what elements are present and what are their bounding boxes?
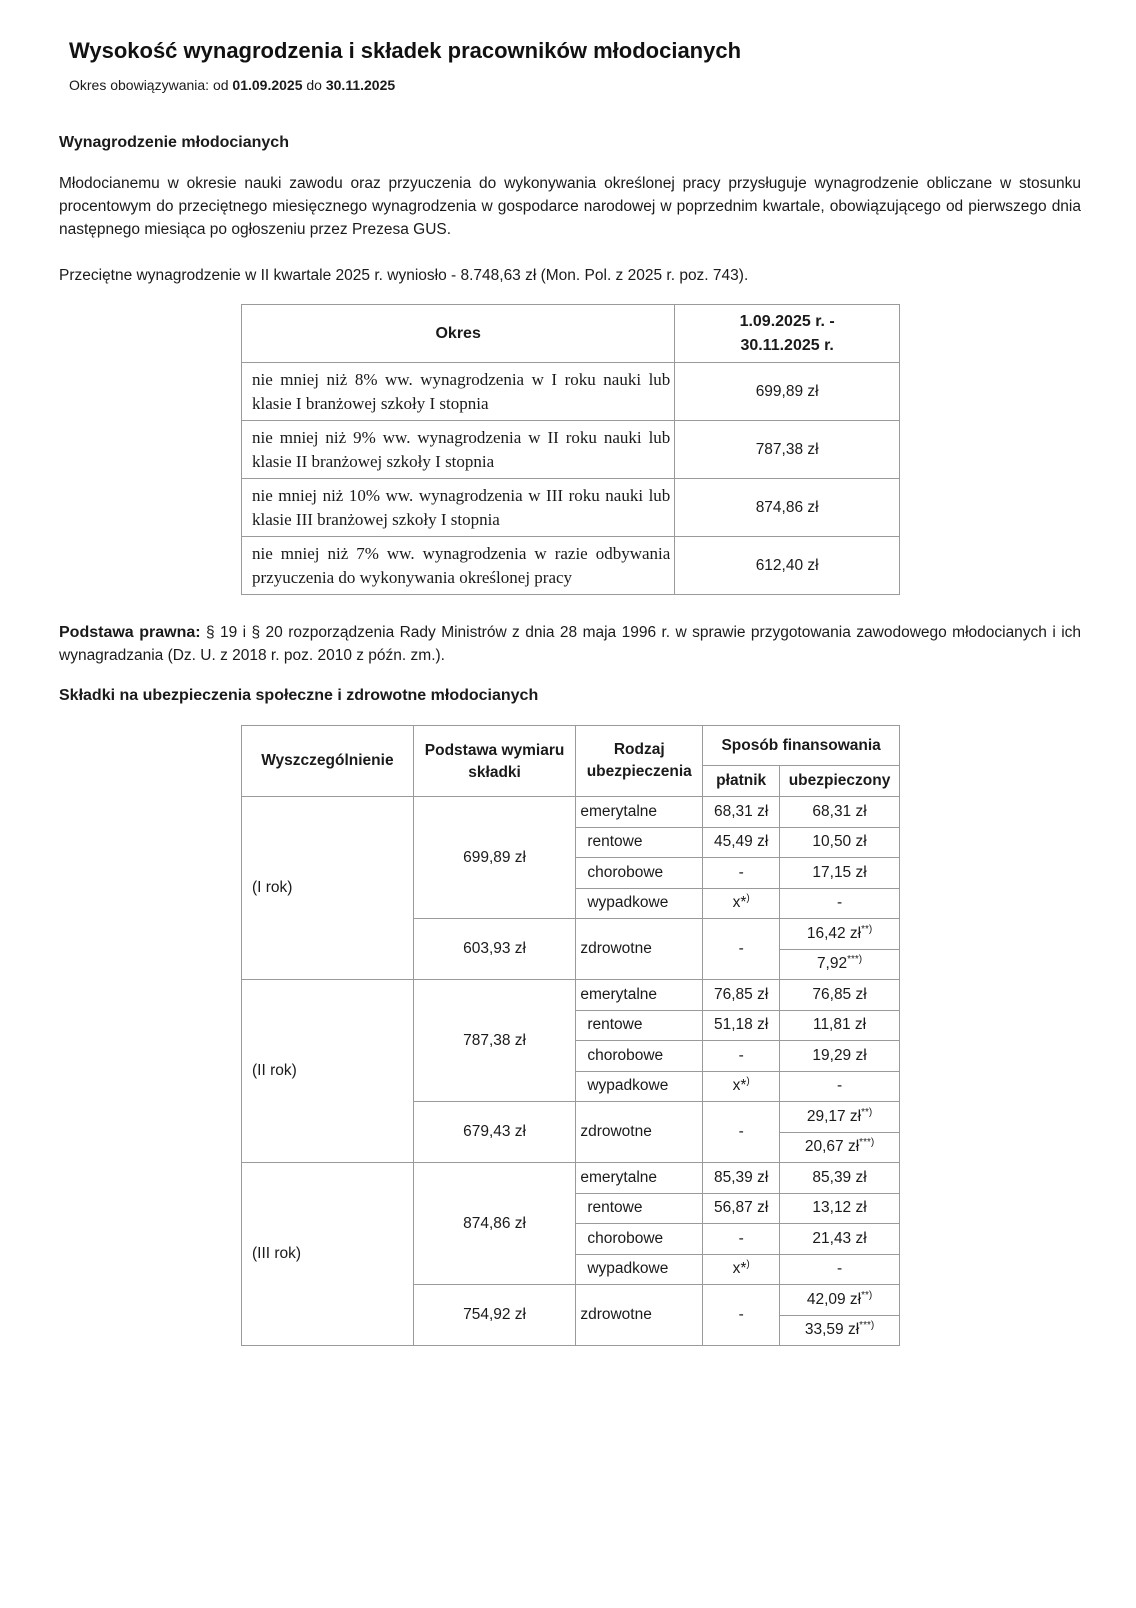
payer-value: - xyxy=(703,1102,780,1163)
insured-value: 10,50 zł xyxy=(780,827,900,858)
insured-value: 17,15 zł xyxy=(780,858,900,889)
payer-value: - xyxy=(703,919,780,980)
payer-value: 51,18 zł xyxy=(703,1010,780,1041)
insurance-sickness: chorobowe xyxy=(576,1041,703,1072)
insurance-sickness: chorobowe xyxy=(576,1224,703,1255)
page-title: Wysokość wynagrodzenia i składek pracowników młodocianych xyxy=(69,38,742,63)
insurance-health: zdrowotne xyxy=(576,1102,703,1163)
payer-value: - xyxy=(703,1224,780,1255)
health-base: 754,92 zł xyxy=(413,1285,576,1346)
footnote-mark: **) xyxy=(861,1106,873,1118)
insurance-sickness: chorobowe xyxy=(576,858,703,889)
health-insured-1: 42,09 zł xyxy=(806,1290,862,1308)
group-base: 787,38 zł xyxy=(413,980,576,1102)
table-row xyxy=(242,980,900,1011)
payer-value: 56,87 zł xyxy=(703,1193,780,1224)
footnote-mark: **) xyxy=(861,923,873,935)
legal-basis-label: Podstawa prawna: xyxy=(59,624,201,641)
table-row xyxy=(242,363,900,421)
insurance-accident: wypadkowe xyxy=(576,888,703,919)
header-period: Okres xyxy=(242,305,675,363)
payer-x: x* xyxy=(732,894,747,912)
contributions-header-row-1 xyxy=(242,726,900,766)
average-wage-paragraph: Przeciętne wynagrodzenie w II kwartale 2025 r. wyniosło - 8.748,63 zł (Mon. Pol. z 2025 r. poz. 743). xyxy=(59,267,749,284)
insured-value: - xyxy=(780,1071,900,1102)
legal-basis-text: § 19 i § 20 rozporządzenia Rady Ministrów z dnia 28 maja 1996 r. w sprawie przygotowania zawodowego młodocianych i ich wynagradzania (Dz. U. z 2018 r. poz. 2010 z późn. zm.). xyxy=(59,624,1082,664)
period-from: 01.09.2025 xyxy=(232,77,303,93)
payer-value xyxy=(703,1254,780,1285)
insurance-pension: emerytalne xyxy=(576,1163,703,1194)
period-to: 30.11.2025 xyxy=(325,77,396,93)
insured-value: 19,29 zł xyxy=(780,1041,900,1072)
insured-value: 11,81 zł xyxy=(780,1010,900,1041)
payer-value: 76,85 zł xyxy=(703,980,780,1011)
payer-x: x* xyxy=(732,1260,747,1278)
insured-value: 13,12 zł xyxy=(780,1193,900,1224)
wage-desc: nie mniej niż 7% ww. wynagrodzenia w razie odbywania przyuczenia do wykonywania określonej pracy xyxy=(242,537,675,595)
wage-value: 874,86 zł xyxy=(675,479,900,537)
footnote-mark: ***) xyxy=(847,954,863,966)
payer-value: 68,31 zł xyxy=(703,797,780,828)
group-base: 874,86 zł xyxy=(413,1163,576,1285)
table-row xyxy=(242,537,900,595)
payer-value xyxy=(703,1071,780,1102)
group-name: (III rok) xyxy=(242,1163,414,1346)
contributions-table xyxy=(241,725,900,1346)
footnote-mark: ) xyxy=(746,893,750,905)
wages-table xyxy=(241,304,900,595)
period-prefix: Okres obowiązywania: od xyxy=(69,77,233,93)
payer-value: 45,49 zł xyxy=(703,827,780,858)
insured-value xyxy=(780,919,900,950)
insured-value: 68,31 zł xyxy=(780,797,900,828)
wage-desc: nie mniej niż 9% ww. wynagrodzenia w II roku nauki lub klasie II branżowej szkoły I stopnia xyxy=(242,421,675,479)
header-date-line2: 30.11.2025 r. xyxy=(740,336,834,354)
insurance-disability: rentowe xyxy=(576,827,703,858)
header-financing: Sposób finansowania xyxy=(703,726,900,766)
footnote-mark: ) xyxy=(746,1259,750,1271)
payer-value: - xyxy=(703,1285,780,1346)
section-heading-contributions: Składki na ubezpieczenia społeczne i zdrowotne młodocianych xyxy=(59,687,539,704)
header-date-line1: 1.09.2025 r. - xyxy=(739,312,835,330)
header-base: Podstawa wymiaru składki xyxy=(413,726,576,797)
table-row xyxy=(242,479,900,537)
validity-period xyxy=(69,77,395,93)
wages-paragraph: Młodocianemu w okresie nauki zawodu oraz przyuczenia do wykonywania określonej pracy przysługuje wynagrodzenie obliczane w stosunku procentowym do przeciętnego miesięcznego wynagrodzenia w gospodarce narodowej w poprzednim kwartale, obowiązującego od pierwszego dnia następnego miesiąca po ogłoszeniu przez Prezesa GUS. xyxy=(59,175,1081,238)
wage-desc: nie mniej niż 10% ww. wynagrodzenia w III roku nauki lub klasie III branżowej szkoły I stopnia xyxy=(242,479,675,537)
payer-value: - xyxy=(703,858,780,889)
header-payer: płatnik xyxy=(703,766,780,797)
payer-value xyxy=(703,888,780,919)
table-row xyxy=(242,797,900,828)
insured-value: 76,85 zł xyxy=(780,980,900,1011)
wages-table-header xyxy=(242,305,900,363)
insured-value: - xyxy=(780,1254,900,1285)
health-base: 603,93 zł xyxy=(413,919,576,980)
group-name: (II rok) xyxy=(242,980,414,1163)
table-row xyxy=(242,421,900,479)
insurance-pension: emerytalne xyxy=(576,980,703,1011)
insured-value xyxy=(780,1285,900,1316)
insurance-accident: wypadkowe xyxy=(576,1071,703,1102)
period-middle: do xyxy=(302,77,326,93)
wage-value: 699,89 zł xyxy=(675,363,900,421)
insured-value xyxy=(780,1132,900,1163)
insurance-disability: rentowe xyxy=(576,1010,703,1041)
payer-x: x* xyxy=(732,1077,747,1095)
insured-value xyxy=(780,949,900,980)
header-insurance-type: Rodzaj ubezpieczenia xyxy=(576,726,703,797)
footnote-mark: **) xyxy=(861,1289,873,1301)
group-name: (I rok) xyxy=(242,797,414,980)
footnote-mark: ) xyxy=(746,1076,750,1088)
wage-value: 787,38 zł xyxy=(675,421,900,479)
footnote-mark: ***) xyxy=(859,1320,875,1332)
insured-value xyxy=(780,1102,900,1133)
payer-value: 85,39 zł xyxy=(703,1163,780,1194)
header-insured: ubezpieczony xyxy=(780,766,900,797)
insured-value: 21,43 zł xyxy=(780,1224,900,1255)
footnote-mark: ***) xyxy=(859,1137,875,1149)
insurance-health: zdrowotne xyxy=(576,1285,703,1346)
table-row xyxy=(242,1163,900,1194)
legal-basis xyxy=(59,621,1081,667)
section-heading-wages: Wynagrodzenie młodocianych xyxy=(59,134,289,151)
health-base: 679,43 zł xyxy=(413,1102,576,1163)
health-insured-1: 29,17 zł xyxy=(806,1107,862,1125)
health-insured-2: 20,67 zł xyxy=(804,1138,860,1156)
header-specification: Wyszczególnienie xyxy=(242,726,414,797)
health-insured-2: 33,59 zł xyxy=(804,1321,860,1339)
wage-desc: nie mniej niż 8% ww. wynagrodzenia w I roku nauki lub klasie I branżowej szkoły I stopnia xyxy=(242,363,675,421)
health-insured-1: 16,42 zł xyxy=(806,924,862,942)
insured-value: - xyxy=(780,888,900,919)
insured-value xyxy=(780,1315,900,1346)
wage-value: 612,40 zł xyxy=(675,537,900,595)
header-date-range xyxy=(675,305,900,363)
health-insured-2: 7,92 xyxy=(816,955,848,973)
insurance-accident: wypadkowe xyxy=(576,1254,703,1285)
group-base: 699,89 zł xyxy=(413,797,576,919)
insurance-pension: emerytalne xyxy=(576,797,703,828)
insurance-health: zdrowotne xyxy=(576,919,703,980)
insured-value: 85,39 zł xyxy=(780,1163,900,1194)
payer-value: - xyxy=(703,1041,780,1072)
insurance-disability: rentowe xyxy=(576,1193,703,1224)
